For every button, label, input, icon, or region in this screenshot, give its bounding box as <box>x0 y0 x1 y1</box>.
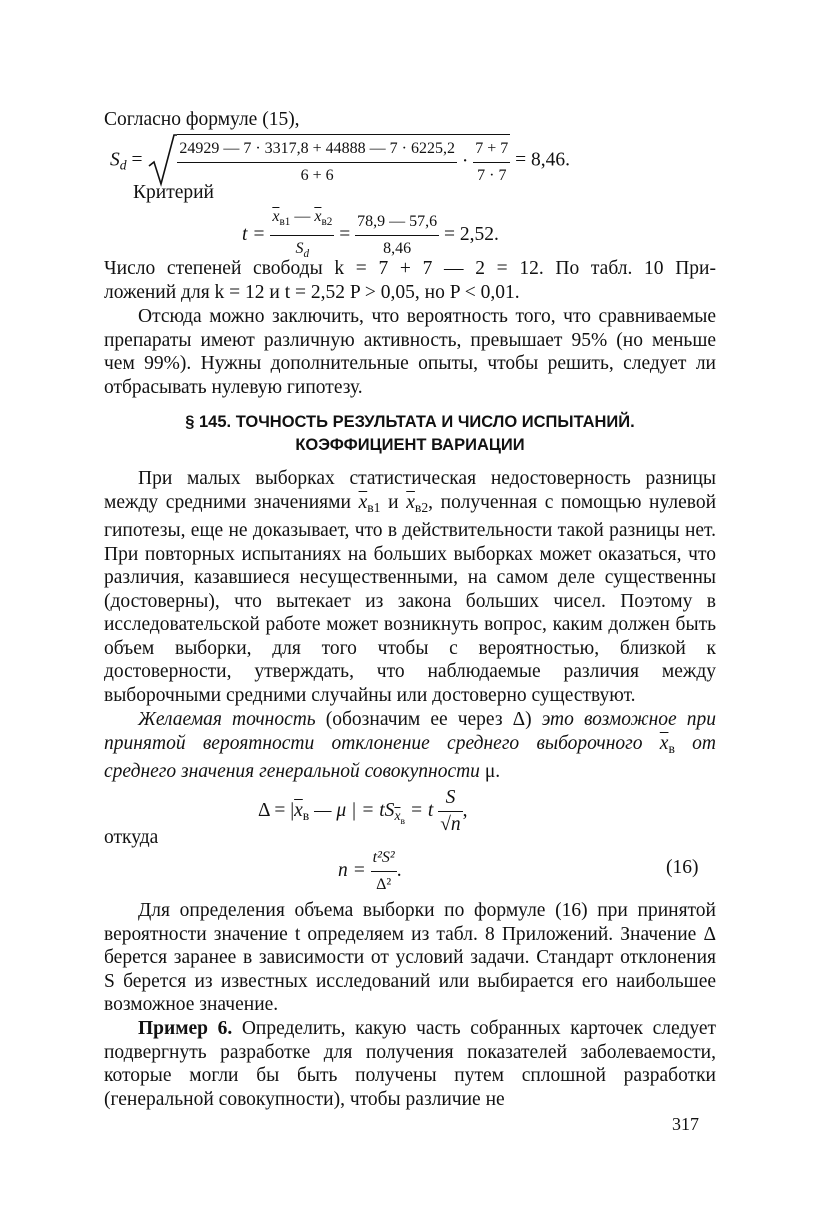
formula-t: t = $\frac{\overline{x}_{в1} — \overline{x}_{в2}}{S_d}$ = $\frac{78,9 — 57,6}{8,46}$ = 2,52. <box>242 205 499 266</box>
formula-number: (16) <box>666 857 699 878</box>
paragraph-degrees-line1: Число степеней свободы k = 7 + 7 — 2 = 12. По табл. 10 При- <box>104 258 716 279</box>
radical-icon <box>147 132 177 188</box>
paragraph-precision: Желаемая точность (обозначим ее через Δ) это возможное при принятой вероятности отклонение среднего выборочного $\overline{x}_в$ от среднего значения генеральной совокупности μ. <box>104 709 717 782</box>
otkuda-label: откуда <box>104 827 159 848</box>
section-heading: § 145. ТОЧНОСТЬ РЕЗУЛЬТАТА И ЧИСЛО ИСПЫТАНИЙ. КОЭФФИЦИЕНТ ВАРИАЦИИ <box>185 413 635 454</box>
formula-sd: $S_d$ = $\frac{24929 — 7 \cdot 3317,8 + 44888 — 7 \cdot 6225,2}{6 + 6}$ · $\frac{7 + 7}{7 \cdot 7}$ = 8,46. <box>110 134 570 188</box>
sqrt-sign: $\frac{24929 — 7 \cdot 3317,8 + 44888 — 7 \cdot 6225,2}{6 + 6}$ · $\frac{7 + 7}{7 \cdot 7}$ <box>147 134 510 188</box>
page-number: 317 <box>672 1114 699 1134</box>
paragraph-sample-size: Для определения объема выборки по формуле (16) при принятой вероятности значение t определяем из табл. 8 Приложений. Значение Δ берется заранее в зависимости от условий задачи. Стандарт отклонения S берется из известных исследований или выбирается его наибольшее возможное значение. <box>104 900 716 1015</box>
intro-line: Согласно формуле (15), <box>104 109 300 130</box>
paragraph-small-samples: При малых выборках статистическая недостоверность разницы между средними значениями $\overline{x}_{в1}$ и $\overline{x}_{в2}$, полученная с помощью нулевой гипотезы, еще не доказывает, что в действительности такой разницы нет. При повторных испытаниях на больших выборках может оказаться, что различия, казавшиеся несущественными, на самом деле существенны (достоверны), что вытекает из закона больших чисел. Поэтому в исследовательской работе может возникнуть вопрос, каким должен быть объем выборки, для того чтобы с вероятностью, близкой к достоверности, утверждать, что наблюдаемые различия между выборочными средними случайны или достоверно существуют. <box>104 468 717 706</box>
formula-delta: $\Delta = |\overline{x}_в$ — μ | = $tS_{\overline{x}_в} = t$ $\frac{S}{√n}$ , <box>258 787 468 835</box>
criterion-label: Критерий <box>133 182 214 203</box>
formula-n: n = $\frac{\text{t²S²}}{\text{Δ²}}$ . <box>338 846 402 897</box>
paragraph-degrees-line2: ложений для k = 12 и t = 2,52 P > 0,05, но P < 0,01. <box>104 282 520 303</box>
paragraph-conclusion: Отсюда можно заключить, что вероятность того, что сравниваемые препараты имеют различную активность, превышает 95% (но меньше чем 99%). Нужны дополнительные опыты, чтобы решить, следует ли отбрасывать нулевую гипотезу. <box>104 306 716 398</box>
paragraph-example: Пример 6. Определить, какую часть собранных карточек следует подвергнуть разработке для получения показателей заболеваемости, которые могли бы быть получены путем сплошной разработки (генеральной совокупности), чтобы различие не <box>104 1018 716 1110</box>
